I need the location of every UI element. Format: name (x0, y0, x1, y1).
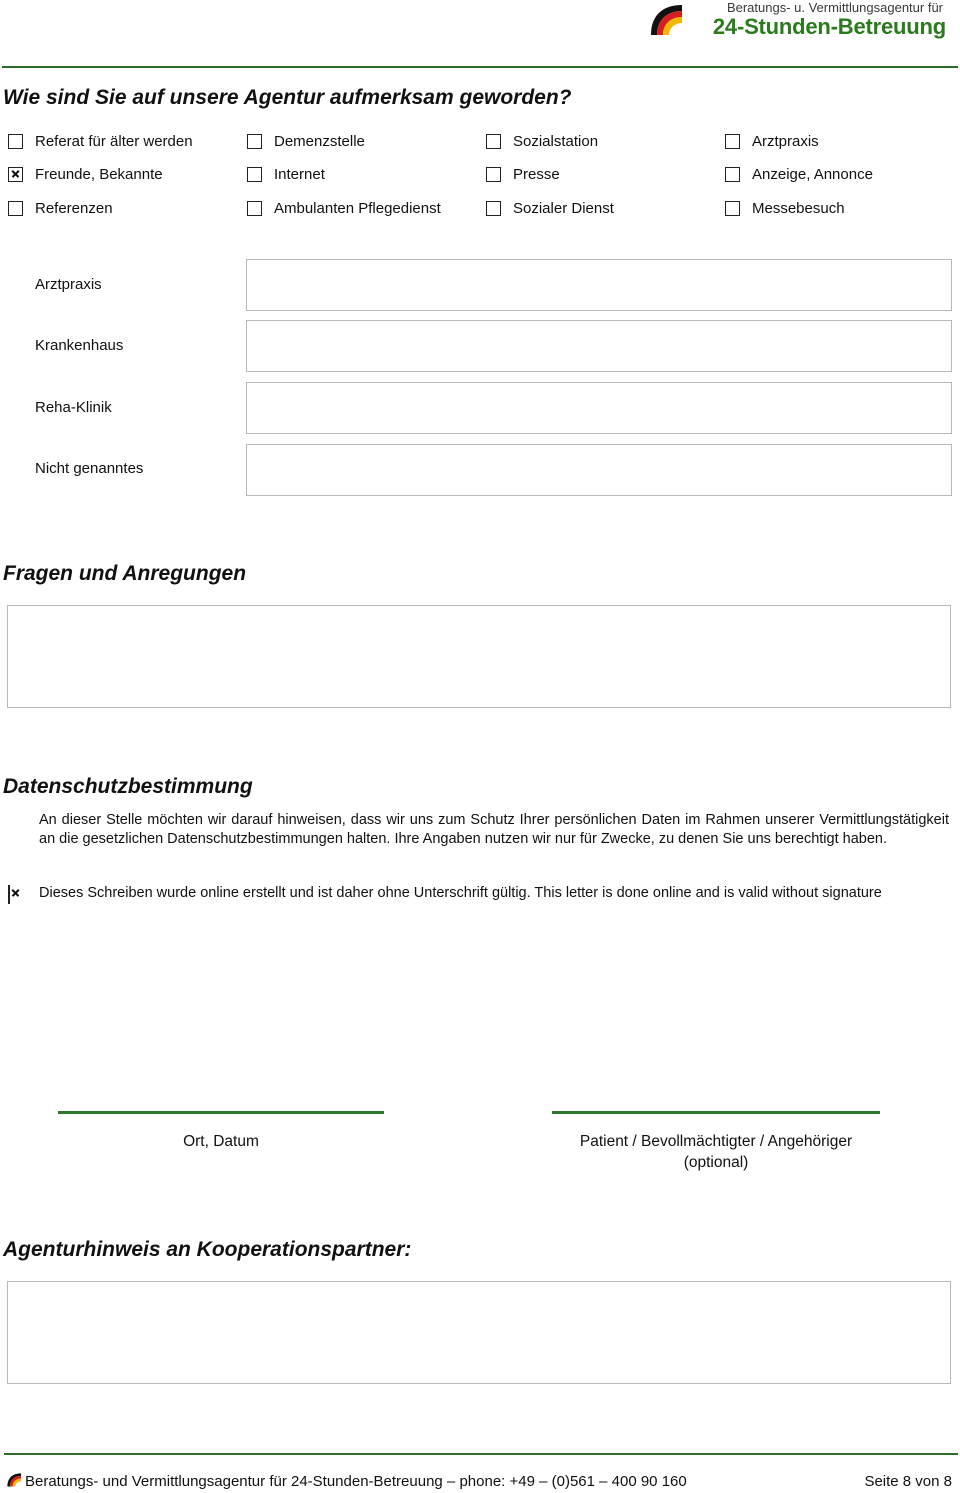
questions-textarea[interactable] (7, 605, 951, 708)
checkbox-ambulanter-pflegedienst[interactable] (247, 198, 441, 218)
checkbox-messebesuch[interactable] (725, 198, 845, 218)
privacy-text: An dieser Stelle möchten wir darauf hinweisen, dass wir uns zum Schutz Ihrer persönlichen Daten im Rahmen unserer Vermittlungstätigkeit an die gesetzlichen Datenschutzbestimmungen halten. Ihre Angaben nutzen wir nur für Zwecke, zu denen Sie uns berechtigt haben. (39, 812, 949, 847)
checkbox-box[interactable] (8, 201, 23, 216)
checkbox-referenzen[interactable] (8, 198, 113, 218)
reha-klinik-input[interactable] (246, 382, 952, 434)
footer-divider (4, 1453, 958, 1455)
signature-label-patient-line2: (optional) (683, 1154, 749, 1171)
questions-section-title: Fragen und Anregungen (3, 562, 247, 585)
checkbox-label: Presse (513, 165, 560, 183)
checkbox-box[interactable] (247, 134, 262, 149)
privacy-section-title: Datenschutzbestimmung (3, 775, 253, 798)
checkbox-presse[interactable] (486, 164, 560, 184)
checkbox-label: Internet (274, 165, 325, 183)
arztpraxis-input[interactable] (246, 259, 952, 311)
field-label-nicht-genanntes: Nicht genanntes (35, 460, 144, 477)
agency-logo-icon (648, 2, 684, 36)
checkbox-box[interactable] (247, 201, 262, 216)
referral-section-title: Wie sind Sie auf unsere Agentur aufmerksam geworden? (3, 86, 572, 109)
checkbox-box[interactable] (247, 167, 262, 182)
field-label-krankenhaus: Krankenhaus (35, 337, 124, 354)
checkbox-box[interactable] (486, 167, 501, 182)
checkbox-box[interactable] (8, 134, 23, 149)
partner-note-textarea[interactable] (7, 1281, 951, 1384)
field-label-arztpraxis: Arztpraxis (35, 276, 102, 293)
checkbox-label: Freunde, Bekannte (35, 165, 163, 183)
agency-tagline: Beratungs- u. Vermittlungsagentur für (726, 0, 943, 15)
checkbox-label: Anzeige, Annonce (752, 165, 873, 183)
checkbox-label: Referat für älter werden (35, 132, 193, 150)
footer-page-number: Seite 8 von 8 (864, 1473, 952, 1490)
checkbox-label: Ambulanten Pflegedienst (274, 199, 441, 217)
checkbox-label: Messebesuch (752, 199, 845, 217)
partner-note-section-title: Agenturhinweis an Kooperationspartner: (3, 1238, 412, 1261)
checkbox-label: Sozialstation (513, 132, 599, 150)
nicht-genanntes-input[interactable] (246, 444, 952, 496)
checkbox-label: Sozialer Dienst (513, 199, 614, 217)
footer-logo-icon (6, 1472, 22, 1487)
krankenhaus-input[interactable] (246, 320, 952, 372)
checkbox-referat[interactable] (8, 131, 193, 151)
checkbox-anzeige-annonce[interactable] (725, 164, 873, 184)
checkbox-sozialstation[interactable] (486, 131, 598, 151)
checkbox-freunde-bekannte[interactable] (8, 164, 163, 184)
checkbox-box[interactable] (486, 201, 501, 216)
consent-checkbox[interactable] (8, 885, 10, 904)
signature-line-place-date (58, 1111, 384, 1114)
signature-label-patient-line1: Patient / Bevollmächtigter / Angehöriger (579, 1133, 853, 1150)
checkbox-box-checked[interactable] (8, 167, 23, 182)
footer-contact: Beratungs- und Vermittlungsagentur für 24-Stunden-Betreuung – phone: +49 – (0)561 – 400 90 160 (25, 1473, 687, 1490)
checkbox-box[interactable] (725, 134, 740, 149)
signature-label-patient (516, 1131, 916, 1173)
checkbox-demenzstelle[interactable] (247, 131, 365, 151)
checkbox-label: Arztpraxis (752, 132, 819, 150)
checkbox-box[interactable] (486, 134, 501, 149)
checkbox-sozialer-dienst[interactable] (486, 198, 614, 218)
checkbox-box[interactable] (725, 201, 740, 216)
signature-label-place-date: Ort, Datum (183, 1133, 259, 1150)
checkbox-box[interactable] (725, 167, 740, 182)
brand-name: 24-Stunden-Betreuung (712, 14, 946, 39)
checkbox-label: Referenzen (35, 199, 113, 217)
header-divider (2, 66, 958, 68)
field-label-reha-klinik: Reha-Klinik (35, 399, 112, 416)
checkbox-arztpraxis[interactable] (725, 131, 819, 151)
consent-text: Dieses Schreiben wurde online erstellt und ist daher ohne Unterschrift gültig. This letter is done online and is valid without signature (39, 885, 882, 901)
checkbox-internet[interactable] (247, 164, 325, 184)
signature-line-patient (552, 1111, 880, 1114)
checkbox-label: Demenzstelle (274, 132, 365, 150)
